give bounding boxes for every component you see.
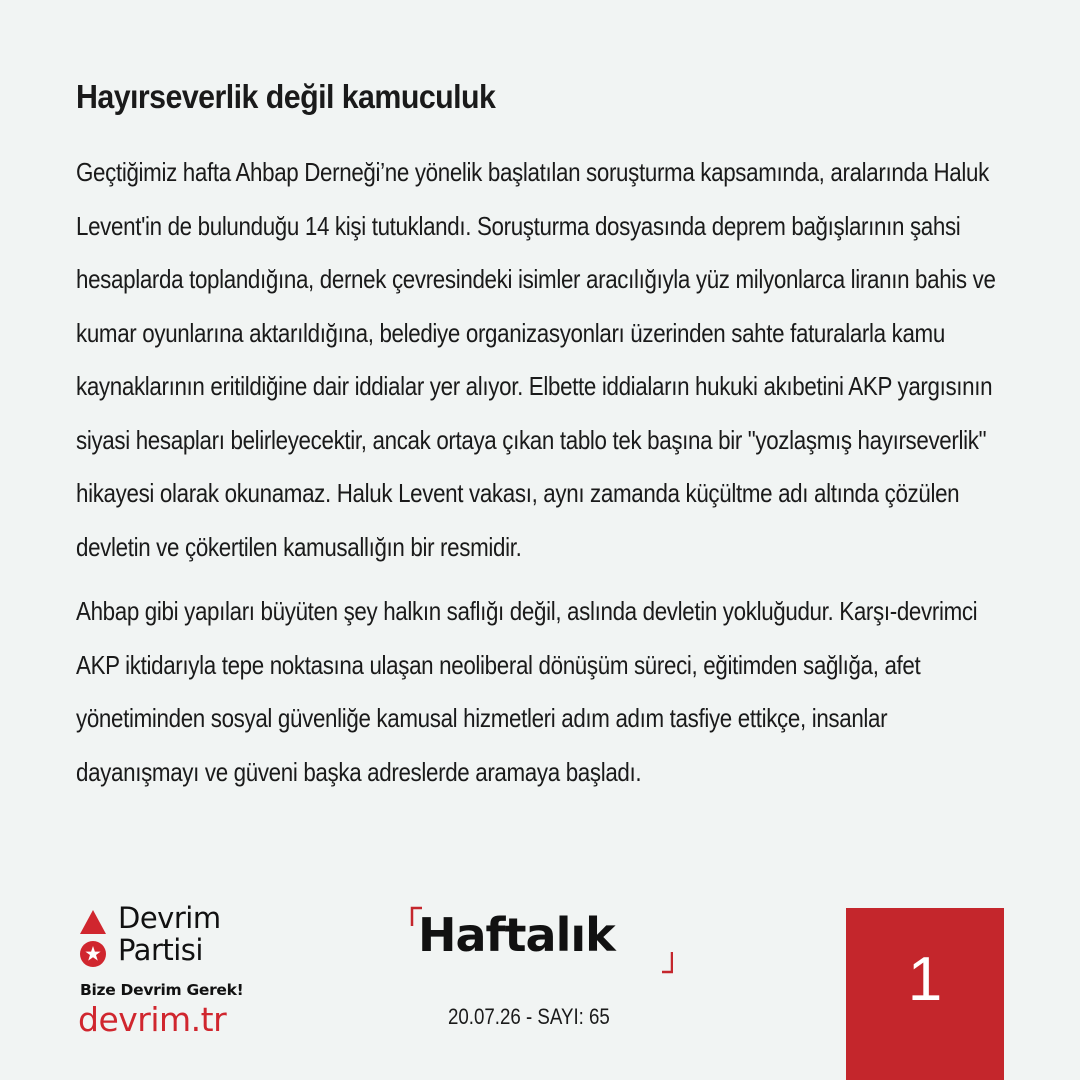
- paragraph-1: Geçtiğimiz hafta Ahbap Derneği’ne yönelik başlatılan soruşturma kapsamında, aralarında Haluk Levent'in de bulunduğu 14 kişi tutuklandı. Soruşturma dosyasında deprem bağışlarının şahsi hesaplarda toplandığına, dernek çevresindeki isimler aracılığıyla yüz milyonlarca liranın bahis ve kumar oyunlarına aktarıldığına, belediye organizasyonları üzerinden sahte faturalarla kamu kaynaklarının eritildiğine dair iddialar yer alıyor. Elbette iddiaların hukuki akıbetini AKP yargısının siyasi hesapları belirleyecektir, ancak ortaya çıkan tablo tek başına bir "yozlaşmış hayırseverlik" hikayesi olarak okunamaz. Haluk Levent vakası, aynı zamanda küçültme adı altında çözülen devletin ve çökertilen kamusallığın bir resmidir.: [76, 157, 996, 562]
- red-triangle-star-icon: [78, 906, 108, 972]
- publication-logo: [408, 906, 673, 976]
- website-link[interactable]: devrim.tr: [78, 1000, 227, 1039]
- paragraph-2: Ahbap gibi yapıları büyüten şey halkın saflığı değil, aslında devletin yokluğudur. Karşı-devrimci AKP iktidarıyla tepe noktasına ulaşan neoliberal dönüşüm süreci, eğitimden sağlığa, afet yönetiminden sosyal güvenliğe kamusal hizmetleri adım adım tasfiye ettikçe, insanlar dayanışmayı ve güveni başka adreslerde aramaya başladı.: [76, 596, 978, 787]
- issue-info: 20.07.26 - SAYI: 65: [448, 1004, 610, 1029]
- logo-word-partisi: Partisi: [118, 933, 203, 967]
- logo-word-devrim: Devrim: [118, 901, 221, 935]
- devrim-partisi-logo: [78, 900, 278, 1050]
- article-title: Hayırseverlik değil kamuculuk: [76, 78, 496, 115]
- logo-slogan: Bize Devrim Gerek!: [80, 981, 244, 999]
- publication-name: Haftalık: [418, 908, 615, 962]
- page-number: 1: [907, 945, 943, 1014]
- page-number-badge: [846, 908, 1004, 1080]
- article-body: [76, 146, 1076, 799]
